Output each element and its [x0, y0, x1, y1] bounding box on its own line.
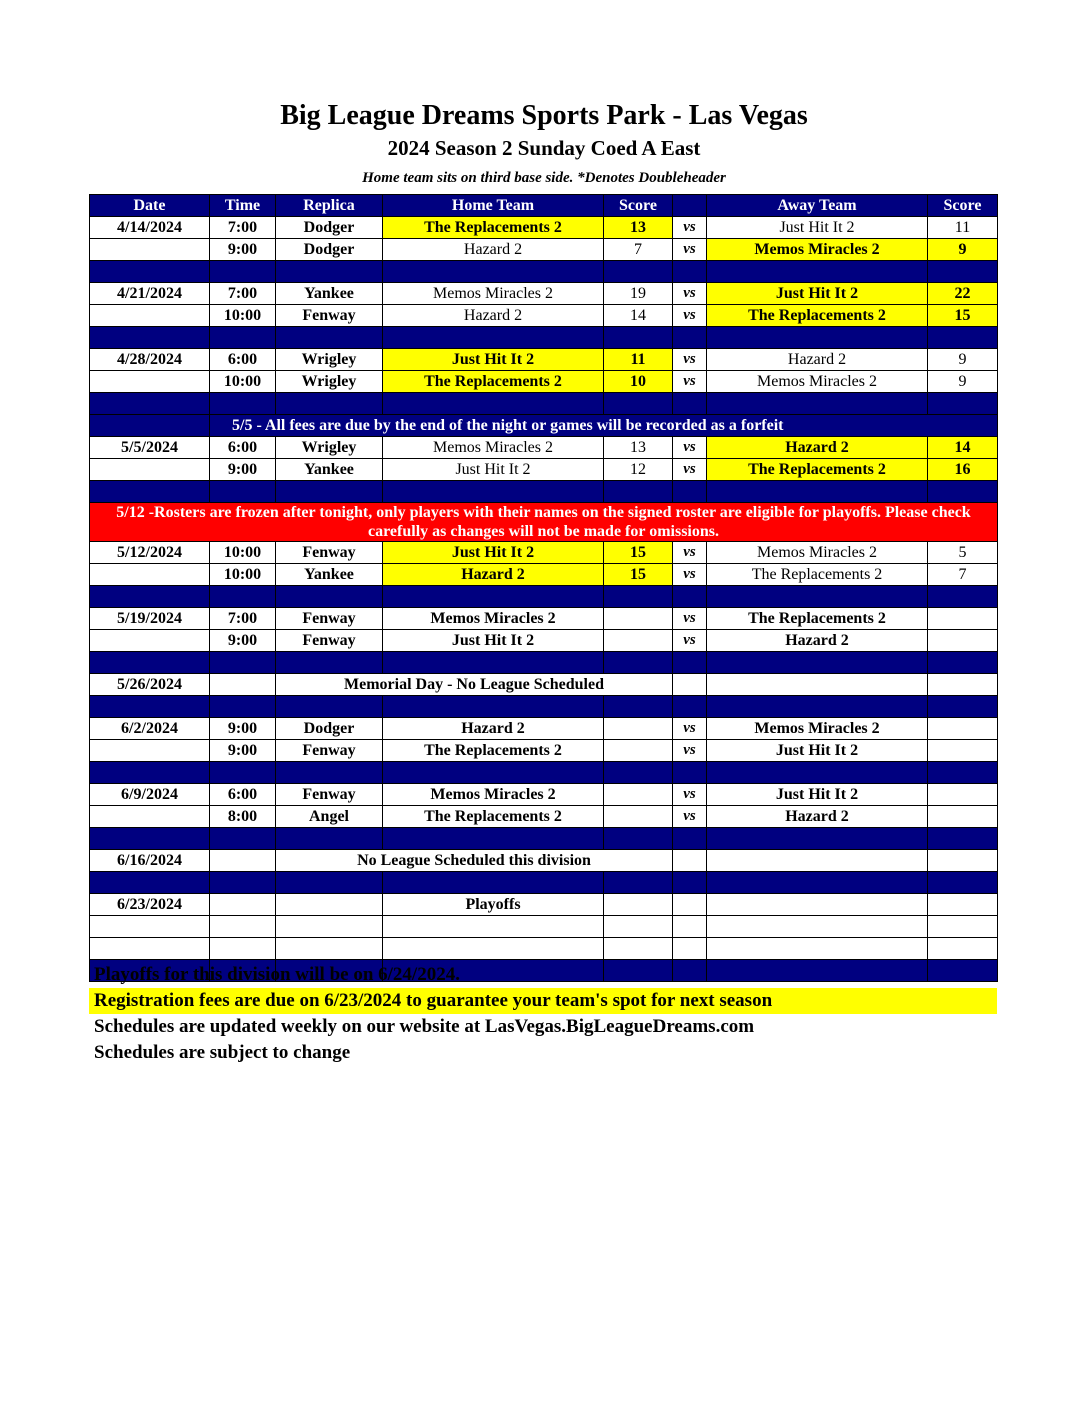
game-time: 10:00 [210, 564, 276, 586]
schedule-note: Home team sits on third base side. *Denotes Doubleheader [362, 170, 726, 186]
blank-row [90, 916, 998, 938]
vs-label: vs [673, 740, 707, 762]
game-row [90, 437, 998, 459]
header-replica: Replica [276, 195, 383, 217]
home-team: Memos Miracles 2 [383, 437, 604, 459]
separator-row [90, 261, 998, 283]
separator-cell [383, 327, 604, 349]
header-away-team: Away Team [707, 195, 928, 217]
separator-cell [928, 762, 998, 784]
empty-time-cell [210, 894, 276, 916]
footer-playoffs-date: Playoffs for this division will be on 6/24/2024. [94, 964, 460, 985]
game-field: Fenway [276, 630, 383, 652]
separator-cell [276, 327, 383, 349]
separator-cell [276, 696, 383, 718]
separator-cell [673, 481, 707, 503]
message-row [90, 850, 998, 872]
schedule-body [90, 217, 998, 982]
home-team: Just Hit It 2 [383, 349, 604, 371]
away-score [928, 740, 998, 762]
away-team: The Replacements 2 [707, 608, 928, 630]
separator-cell [383, 696, 604, 718]
home-score [604, 608, 673, 630]
separator-cell [604, 696, 673, 718]
home-score [604, 806, 673, 828]
separator-cell [673, 652, 707, 674]
away-score: 5 [928, 542, 998, 564]
blank-cell [707, 916, 928, 938]
separator-cell [707, 872, 928, 894]
game-date: 5/5/2024 [90, 437, 210, 459]
blank-cell [604, 938, 673, 960]
game-date [90, 239, 210, 261]
blank-cell [383, 938, 604, 960]
home-team: Just Hit It 2 [383, 542, 604, 564]
away-team: Memos Miracles 2 [707, 718, 928, 740]
header-home-score: Score [604, 195, 673, 217]
game-date [90, 630, 210, 652]
message-row [90, 674, 998, 696]
separator-cell [210, 586, 276, 608]
home-score: 13 [604, 217, 673, 239]
header-vs [673, 195, 707, 217]
game-field: Fenway [276, 740, 383, 762]
game-date [90, 371, 210, 393]
empty-score-cell [604, 894, 673, 916]
header-date: Date [90, 195, 210, 217]
game-time: 9:00 [210, 740, 276, 762]
home-score: 12 [604, 459, 673, 481]
empty-score-cell [928, 850, 998, 872]
separator-cell [90, 828, 210, 850]
separator-cell [604, 481, 673, 503]
game-row [90, 806, 998, 828]
separator-cell [673, 586, 707, 608]
separator-row [90, 393, 998, 415]
separator-cell [210, 481, 276, 503]
game-row [90, 371, 998, 393]
separator-cell [604, 828, 673, 850]
footer-website-notice: Schedules are updated weekly on our website at LasVegas.BigLeagueDreams.com [94, 1016, 755, 1037]
empty-vs-cell [673, 850, 707, 872]
separator-cell [673, 762, 707, 784]
game-field: Angel [276, 806, 383, 828]
game-row [90, 349, 998, 371]
separator-cell [707, 481, 928, 503]
separator-cell [928, 652, 998, 674]
game-field: Yankee [276, 459, 383, 481]
game-row [90, 630, 998, 652]
separator-cell [707, 327, 928, 349]
separator-cell [276, 762, 383, 784]
game-date [90, 740, 210, 762]
away-score [928, 784, 998, 806]
separator-cell [673, 327, 707, 349]
home-score: 10 [604, 371, 673, 393]
home-team: The Replacements 2 [383, 806, 604, 828]
game-time: 6:00 [210, 349, 276, 371]
blank-cell [928, 916, 998, 938]
separator-cell [90, 261, 210, 283]
header-home-team: Home Team [383, 195, 604, 217]
vs-label: vs [673, 608, 707, 630]
empty-vs-cell [673, 894, 707, 916]
game-time: 9:00 [210, 459, 276, 481]
separator-cell [707, 261, 928, 283]
blank-cell [707, 938, 928, 960]
away-team: Just Hit It 2 [707, 217, 928, 239]
home-score [604, 740, 673, 762]
home-score: 19 [604, 283, 673, 305]
game-date: 5/19/2024 [90, 608, 210, 630]
game-time: 7:00 [210, 608, 276, 630]
blank-cell [928, 938, 998, 960]
separator-cell [604, 652, 673, 674]
playoffs-label: Playoffs [383, 894, 604, 916]
separator-cell [90, 696, 210, 718]
blank-cell [383, 916, 604, 938]
away-team: Memos Miracles 2 [707, 371, 928, 393]
separator-cell [707, 762, 928, 784]
game-time: 8:00 [210, 806, 276, 828]
fee-notice: 5/5 - All fees are due by the end of the night or games will be recorded as a forfeit [210, 415, 998, 437]
separator-cell [604, 327, 673, 349]
vs-label: vs [673, 371, 707, 393]
game-row [90, 564, 998, 586]
game-time: 7:00 [210, 283, 276, 305]
away-team: The Replacements 2 [707, 459, 928, 481]
home-team: The Replacements 2 [383, 217, 604, 239]
home-score [604, 630, 673, 652]
separator-cell [928, 586, 998, 608]
no-games-message: Memorial Day - No League Scheduled [276, 674, 673, 696]
blank-cell [276, 916, 383, 938]
separator-cell [604, 872, 673, 894]
separator-cell [928, 481, 998, 503]
vs-label: vs [673, 239, 707, 261]
separator-cell [276, 652, 383, 674]
separator-cell [928, 393, 998, 415]
separator-row [90, 828, 998, 850]
empty-time-cell [210, 850, 276, 872]
separator-cell [210, 696, 276, 718]
game-field: Yankee [276, 283, 383, 305]
vs-label: vs [673, 283, 707, 305]
game-field: Fenway [276, 542, 383, 564]
game-field: Fenway [276, 784, 383, 806]
away-score: 7 [928, 564, 998, 586]
away-score: 9 [928, 239, 998, 261]
separator-cell [673, 393, 707, 415]
game-date: 4/14/2024 [90, 217, 210, 239]
footer-registration-notice: Registration fees are due on 6/23/2024 to guarantee your team's spot for next season [89, 988, 997, 1014]
no-games-message: No League Scheduled this division [276, 850, 673, 872]
blank-cell [673, 938, 707, 960]
header-away-score: Score [928, 195, 998, 217]
away-score [928, 608, 998, 630]
home-team: Hazard 2 [383, 564, 604, 586]
playoffs-row [90, 894, 998, 916]
game-field: Fenway [276, 608, 383, 630]
away-score: 16 [928, 459, 998, 481]
game-date: 5/12/2024 [90, 542, 210, 564]
separator-cell [383, 393, 604, 415]
vs-label: vs [673, 349, 707, 371]
vs-label: vs [673, 806, 707, 828]
vs-label: vs [673, 305, 707, 327]
game-date [90, 459, 210, 481]
separator-cell [707, 586, 928, 608]
blank-cell [210, 916, 276, 938]
separator-cell [90, 872, 210, 894]
separator-cell [210, 652, 276, 674]
vs-label: vs [673, 784, 707, 806]
separator-cell [210, 872, 276, 894]
separator-cell [90, 586, 210, 608]
home-score: 11 [604, 349, 673, 371]
separator-cell [673, 261, 707, 283]
away-team: Hazard 2 [707, 437, 928, 459]
separator-cell [210, 327, 276, 349]
roster-freeze-alert: 5/12 -Rosters are frozen after tonight, only players with their names on the signed roster are eligible for playoffs. Please check carefully as changes will not be made for omissions. [90, 503, 998, 542]
home-team: Memos Miracles 2 [383, 608, 604, 630]
header-time: Time [210, 195, 276, 217]
separator-cell [928, 872, 998, 894]
separator-cell [707, 696, 928, 718]
page-title: Big League Dreams Sports Park - Las Vegas [280, 100, 808, 131]
away-team: The Replacements 2 [707, 564, 928, 586]
separator-cell [90, 762, 210, 784]
separator-cell [276, 872, 383, 894]
home-team: Hazard 2 [383, 305, 604, 327]
blank-cell [276, 938, 383, 960]
game-time: 6:00 [210, 784, 276, 806]
separator-cell [383, 481, 604, 503]
away-score [928, 718, 998, 740]
game-date: 4/28/2024 [90, 349, 210, 371]
separator-cell [276, 586, 383, 608]
home-score: 7 [604, 239, 673, 261]
separator-row [90, 481, 998, 503]
game-time: 6:00 [210, 437, 276, 459]
page-subtitle: 2024 Season 2 Sunday Coed A East [387, 136, 701, 160]
notice-row [90, 415, 998, 437]
game-row [90, 217, 998, 239]
game-row [90, 283, 998, 305]
blank-cell [210, 938, 276, 960]
game-date: 6/23/2024 [90, 894, 210, 916]
game-date: 6/2/2024 [90, 718, 210, 740]
separator-cell [707, 393, 928, 415]
separator-row [90, 327, 998, 349]
empty-time-cell [210, 674, 276, 696]
away-score: 15 [928, 305, 998, 327]
separator-cell [928, 327, 998, 349]
home-team: Just Hit It 2 [383, 630, 604, 652]
separator-cell [707, 652, 928, 674]
game-row [90, 459, 998, 481]
game-date: 6/16/2024 [90, 850, 210, 872]
separator-cell [928, 261, 998, 283]
separator-row [90, 872, 998, 894]
separator-row [90, 696, 998, 718]
game-time: 9:00 [210, 239, 276, 261]
separator-cell [90, 652, 210, 674]
separator-cell [383, 261, 604, 283]
game-time: 10:00 [210, 542, 276, 564]
home-score: 13 [604, 437, 673, 459]
separator-cell [276, 393, 383, 415]
game-field: Yankee [276, 564, 383, 586]
away-score [928, 806, 998, 828]
separator-cell [210, 261, 276, 283]
game-date [90, 564, 210, 586]
game-row [90, 784, 998, 806]
separator-cell [673, 872, 707, 894]
away-team: Just Hit It 2 [707, 740, 928, 762]
away-score: 11 [928, 217, 998, 239]
away-team: Memos Miracles 2 [707, 542, 928, 564]
away-team: The Replacements 2 [707, 305, 928, 327]
vs-label: vs [673, 630, 707, 652]
game-row [90, 542, 998, 564]
blank-row [90, 938, 998, 960]
away-score: 9 [928, 349, 998, 371]
game-field: Dodger [276, 217, 383, 239]
separator-cell [383, 872, 604, 894]
empty-vs-cell [673, 674, 707, 696]
separator-cell [383, 586, 604, 608]
away-team: Just Hit It 2 [707, 283, 928, 305]
game-time: 9:00 [210, 630, 276, 652]
separator-cell [210, 393, 276, 415]
separator-cell [383, 762, 604, 784]
separator-row [90, 762, 998, 784]
empty-away-cell [707, 894, 928, 916]
away-score: 22 [928, 283, 998, 305]
empty-score-cell [928, 674, 998, 696]
away-score [928, 630, 998, 652]
home-team: Hazard 2 [383, 718, 604, 740]
blank-cell [90, 938, 210, 960]
vs-label: vs [673, 542, 707, 564]
home-score: 15 [604, 564, 673, 586]
separator-cell [90, 481, 210, 503]
separator-cell [210, 762, 276, 784]
home-team: Memos Miracles 2 [383, 784, 604, 806]
home-team: Memos Miracles 2 [383, 283, 604, 305]
separator-row [90, 586, 998, 608]
game-row [90, 718, 998, 740]
game-field: Fenway [276, 305, 383, 327]
blank-cell [90, 916, 210, 938]
blank-cell [604, 916, 673, 938]
notice-empty-cell [90, 415, 210, 437]
game-field: Wrigley [276, 437, 383, 459]
home-team: Hazard 2 [383, 239, 604, 261]
game-field: Dodger [276, 718, 383, 740]
game-date: 6/9/2024 [90, 784, 210, 806]
home-score [604, 784, 673, 806]
separator-cell [604, 762, 673, 784]
game-time: 10:00 [210, 371, 276, 393]
home-team: Just Hit It 2 [383, 459, 604, 481]
footer-change-notice: Schedules are subject to change [94, 1042, 351, 1063]
game-row [90, 305, 998, 327]
separator-cell [604, 393, 673, 415]
game-time: 9:00 [210, 718, 276, 740]
separator-cell [210, 828, 276, 850]
separator-cell [673, 696, 707, 718]
separator-cell [90, 327, 210, 349]
away-team: Hazard 2 [707, 630, 928, 652]
home-team: The Replacements 2 [383, 371, 604, 393]
game-date [90, 806, 210, 828]
separator-cell [383, 652, 604, 674]
alert-row [90, 503, 998, 542]
vs-label: vs [673, 564, 707, 586]
away-score: 14 [928, 437, 998, 459]
empty-away-cell [707, 850, 928, 872]
game-row [90, 608, 998, 630]
separator-cell [673, 828, 707, 850]
vs-label: vs [673, 217, 707, 239]
game-date: 4/21/2024 [90, 283, 210, 305]
separator-row [90, 652, 998, 674]
separator-cell [707, 828, 928, 850]
home-score: 14 [604, 305, 673, 327]
vs-label: vs [673, 459, 707, 481]
home-score: 15 [604, 542, 673, 564]
away-team: Hazard 2 [707, 806, 928, 828]
game-time: 10:00 [210, 305, 276, 327]
home-score [604, 718, 673, 740]
separator-cell [604, 586, 673, 608]
empty-score-cell [928, 894, 998, 916]
game-row [90, 239, 998, 261]
separator-cell [383, 828, 604, 850]
away-team: Just Hit It 2 [707, 784, 928, 806]
empty-away-cell [707, 674, 928, 696]
game-date [90, 305, 210, 327]
vs-label: vs [673, 718, 707, 740]
separator-cell [928, 828, 998, 850]
table-header-row [90, 195, 998, 217]
vs-label: vs [673, 437, 707, 459]
separator-cell [276, 261, 383, 283]
game-time: 7:00 [210, 217, 276, 239]
away-score: 9 [928, 371, 998, 393]
game-field: Wrigley [276, 349, 383, 371]
separator-cell [276, 828, 383, 850]
separator-cell [90, 393, 210, 415]
game-field: Dodger [276, 239, 383, 261]
away-team: Memos Miracles 2 [707, 239, 928, 261]
blank-cell [673, 916, 707, 938]
game-field: Wrigley [276, 371, 383, 393]
home-team: The Replacements 2 [383, 740, 604, 762]
schedule-table [89, 194, 998, 982]
separator-cell [276, 481, 383, 503]
empty-field-cell [276, 894, 383, 916]
game-row [90, 740, 998, 762]
game-date: 5/26/2024 [90, 674, 210, 696]
separator-cell [604, 261, 673, 283]
separator-cell [928, 696, 998, 718]
away-team: Hazard 2 [707, 349, 928, 371]
